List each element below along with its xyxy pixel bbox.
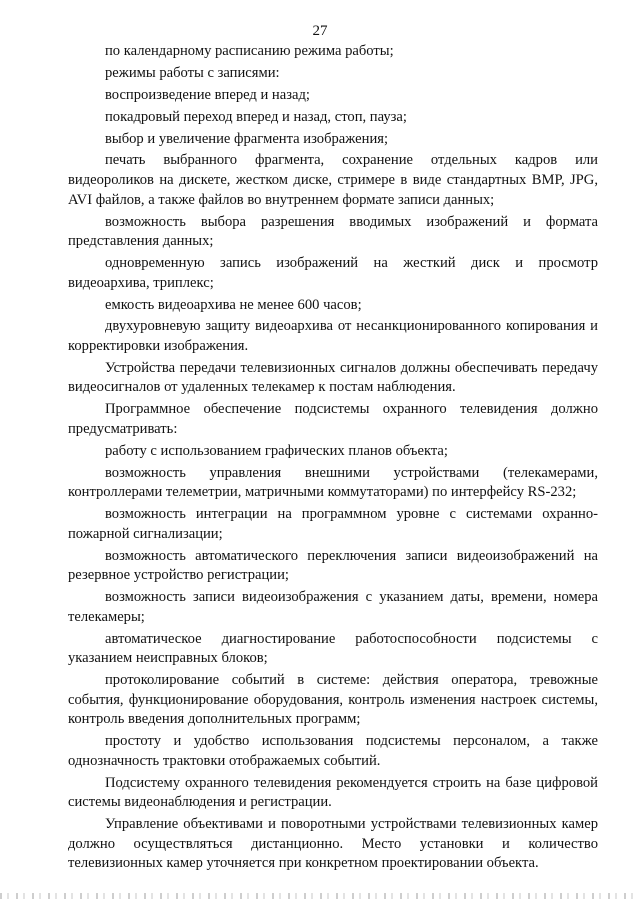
paragraph-zoom: выбор и увеличение фрагмента изображения; <box>105 130 389 147</box>
paragraph-archive-capacity: емкость видеоархива не менее 600 часов; <box>105 296 362 313</box>
paragraph-triplex: одновременную запись изображений на жесткий диск и просмотр видеоархива, триплекс; <box>68 255 598 291</box>
paragraph-graphic-plans: работу с использованием графических планов объекта; <box>105 442 448 459</box>
paragraph-digital-system: Подсистему охранного телевидения рекомендуется строить на базе цифровой системы видеонаблюдения и регистрации. <box>68 774 598 811</box>
paragraph-usability: простоту и удобство использования подсистемы персоналом, а также однозначность трактовки отображаемых событий. <box>68 733 598 769</box>
paragraph-frame-step: покадровый переход вперед и назад, стоп, пауза; <box>105 108 407 125</box>
paragraph-archive-protection: двухуровневую защиту видеоархива от несанкционированного копирования и корректировки изображения. <box>68 318 598 354</box>
body-text <box>68 42 598 876</box>
paragraph-playback: воспроизведение вперед и назад; <box>105 86 310 103</box>
paragraph-device-control: возможность управления внешними устройствами (телекамерами, контроллерами телеметрии, матричными коммутаторами) по интерфейсу RS-232; <box>68 464 598 501</box>
paragraph-event-logging: протоколирование событий в системе: действия оператора, тревожные события, функционирование оборудования, контроль изменения настроек системы, контроль введения дополнительных программ; <box>68 672 598 728</box>
scan-edge-artifact <box>0 893 640 899</box>
paragraph-remote-control: Управление объективами и поворотными устройствами телевизионных камер должно осуществляться дистанционно. Место установки и количество телевизионных камер уточняется при конкретном проектировании объекта. <box>68 816 598 872</box>
paragraph-diagnostics: автоматическое диагностирование работоспособности подсистемы с указанием неисправных блоков; <box>68 630 598 667</box>
paragraph-signal-transmission: Устройства передачи телевизионных сигналов должны обеспечивать передачу видеосигналов от удаленных телекамер к постам наблюдения. <box>68 359 598 396</box>
paragraph-schedule: по календарному расписанию режима работы; <box>105 43 394 59</box>
page-number: 27 <box>312 23 328 39</box>
paragraph-print-save: печать выбранного фрагмента, сохранение отдельных кадров или видеороликов на дискете, жестком диске, стримере в виде стандартных BMP, JPG, AVI файлов, а также файлов во внутреннем формате записи данных; <box>68 152 598 208</box>
paragraph-recording-modes: режимы работы с записями: <box>105 64 280 81</box>
paragraph-resolution: возможность выбора разрешения вводимых изображений и формата представления данных; <box>68 213 598 250</box>
paragraph-timestamp: возможность записи видеоизображения с указанием даты, времени, номера телекамеры; <box>68 589 598 625</box>
paragraph-integration: возможность интеграции на программном уровне с системами охранно-пожарной сигнализации; <box>68 506 598 542</box>
paragraph-auto-switch: возможность автоматического переключения записи видеоизображений на резервное устройство регистрации; <box>68 547 598 584</box>
paragraph-software-intro: Программное обеспечение подсистемы охранного телевидения должно предусматривать: <box>68 401 598 437</box>
